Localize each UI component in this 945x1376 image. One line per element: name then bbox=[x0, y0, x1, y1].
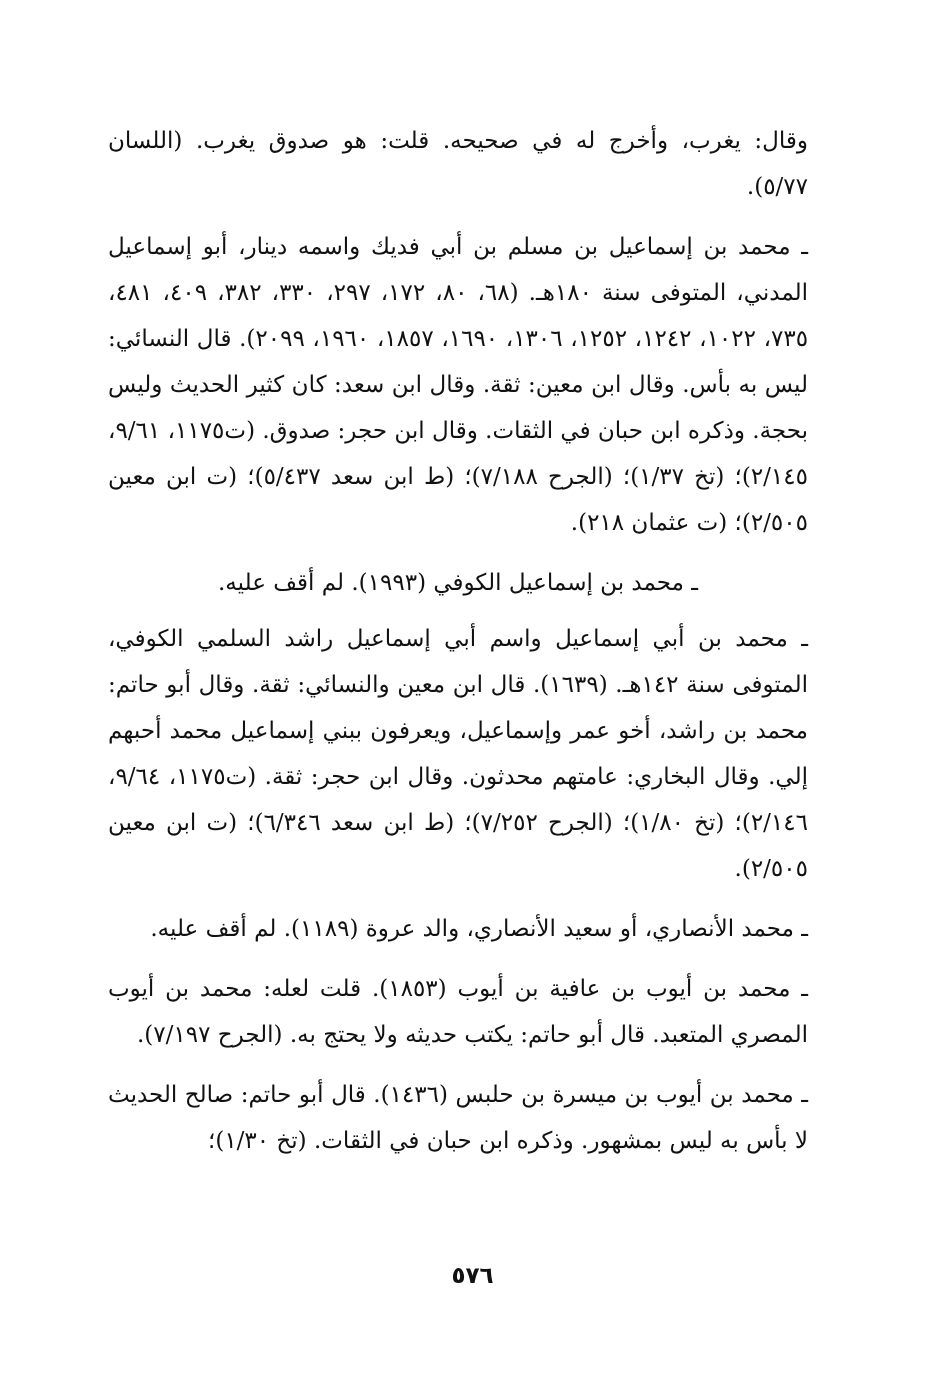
entry-continuation-lisan: وقال: يغرب، وأخرج له في صحيحه. قلت: هو صدوق يغرب. (اللسان ٥/٧٧). bbox=[108, 128, 808, 200]
entry-al-ansari: ـ محمد الأنصاري، أو سعيد الأنصاري، والد عروة (١١٨٩). لم أقف عليه. bbox=[150, 916, 808, 942]
page-number: ٥٧٦ bbox=[451, 1263, 494, 1289]
entry-ayyub-ibn-maysara: ـ محمد بن أيوب بن ميسرة بن حلبس (١٤٣٦). قال أبو حاتم: صالح الحديث لا بأس به ليس بمشهور. وذكره ابن حبان في الثقات. (تخ ١/٣٠)؛ bbox=[108, 1082, 808, 1154]
entry-ibn-abi-ismail-rashid: ـ محمد بن أبي إسماعيل واسم أبي إسماعيل راشد السلمي الكوفي، المتوفى سنة ١٤٢هـ. (١٦٣٩). قال ابن معين والنسائي: ثقة. وقال أبو حاتم: محمد بن راشد، أخو عمر وإسماعيل، ويعرفون ببني إسماعيل محمد أحبهم إلي. وقال البخاري: عامتهم محدثون. وقال ابن حجر: ثقة. (ت١١٧٥، ٩/٦٤، ٢/١٤٦)؛ (تخ ١/٨٠)؛ (الجرح ٧/٢٥٢)؛ (ط ابن سعد ٦/٣٤٦)؛ (ت ابن معين ٢/٥٠٥). bbox=[108, 626, 809, 882]
entry-ayyub-ibn-afiya: ـ محمد بن أيوب بن عافية بن أيوب (١٨٥٣). قلت لعله: محمد بن أيوب المصري المتعبد. قال أبو حاتم: يكتب حديثه ولا يحتج به. (الجرح ٧/١٩٧). bbox=[108, 976, 808, 1048]
entry-ibn-abi-fudayk: ـ محمد بن إسماعيل بن مسلم بن أبي فديك واسمه دينار، أبو إسماعيل المدني، المتوفى سنة ١٨٠هـ. (٦٨، ٨٠، ١٧٢، ٢٩٧، ٣٣٠، ٣٨٢، ٤٠٩، ٤٨١، ٧٣٥، ١٠٢٢، ١٢٤٢، ١٢٥٢، ١٣٠٦، ١٦٩٠، ١٨٥٧، ١٩٦٠، ٢٠٩٩). قال النسائي: ليس به بأس. وقال ابن معين: ثقة. وقال ابن سعد: كان كثير الحديث وليس بحجة. وذكره ابن حبان في الثقات. وقال ابن حجر: صدوق. (ت١١٧٥، ٩/٦١، ٢/١٤٥)؛ (تخ ١/٣٧)؛ (الجرح ٧/١٨٨)؛ (ط ابن سعد ٥/٤٣٧)؛ (ت ابن معين ٢/٥٠٥)؛ (ت عثمان ٢١٨). bbox=[108, 234, 809, 536]
entry-ismail-al-kufi: ـ محمد بن إسماعيل الكوفي (١٩٩٣). لم أقف عليه. bbox=[218, 570, 698, 596]
page-body bbox=[108, 118, 808, 1178]
